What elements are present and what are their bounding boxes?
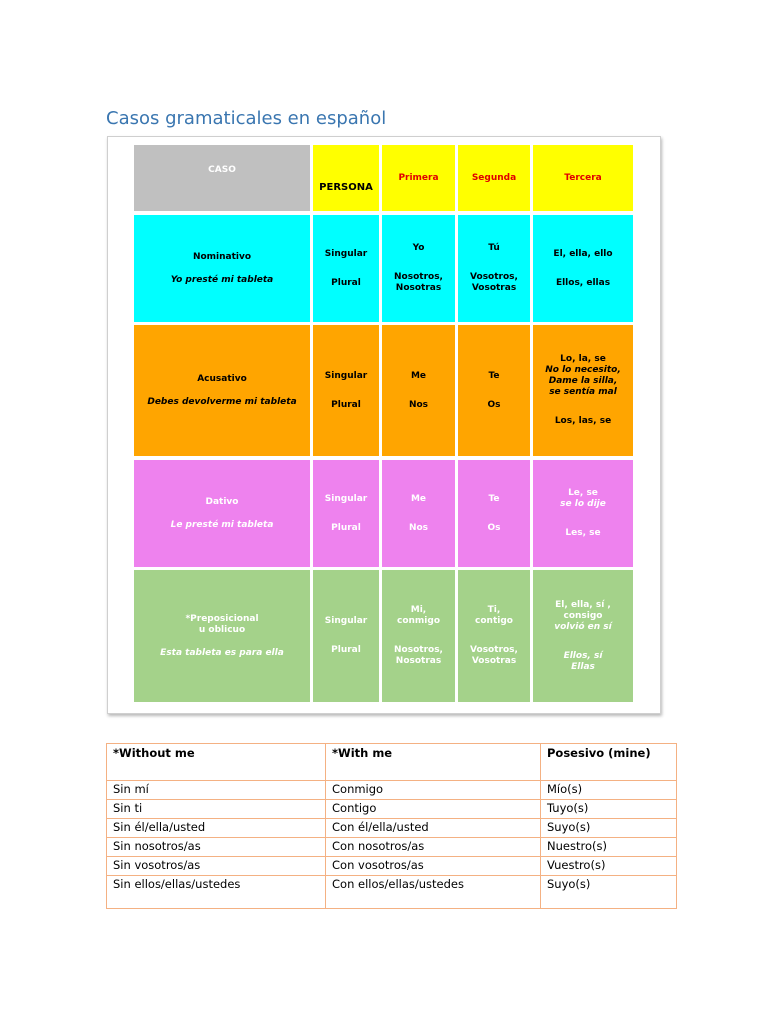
nominativo-primera-plural-2: Nosotras [395, 283, 442, 293]
preposicional-primera-plural-2: Nosotras [395, 656, 442, 666]
header-primera [382, 145, 455, 211]
preposicional-primera-cell [382, 570, 455, 702]
nominativo-plural: Plural [331, 277, 361, 288]
preposicional-segunda-singular-1: Ti, [487, 605, 501, 615]
nominativo-segunda-plural-1: Vosotros, [470, 272, 518, 282]
preposicional-case-cell [134, 570, 310, 702]
table-cell: Sin nosotros/as [107, 838, 326, 857]
table-cell: Sin vosotros/as [107, 857, 326, 876]
table-cell: Sin él/ella/usted [107, 819, 326, 838]
column-header-without-me: *Without me [107, 744, 326, 781]
preposicional-tercera-cell [533, 570, 633, 702]
acusativo-primera-cell [382, 325, 455, 456]
acusativo-segunda-plural: Os [487, 399, 501, 410]
preposicional-number-cell [313, 570, 379, 702]
header-persona [313, 145, 379, 211]
dativo-number-cell [313, 460, 379, 567]
column-header-with-me: *With me [326, 744, 541, 781]
page-title: Casos gramaticales en español [106, 108, 387, 129]
dativo-tercera-plural: Les, se [565, 528, 601, 538]
nominativo-number-cell [313, 215, 379, 322]
nominativo-case-cell [134, 215, 310, 322]
preposicional-primera-plural-1: Nosotros, [394, 645, 443, 655]
pronoun-table-header-row [107, 744, 677, 781]
acusativo-case-name: Acusativo [197, 373, 247, 384]
dativo-segunda-singular: Te [488, 493, 500, 504]
table-cell: Mío(s) [541, 781, 677, 800]
acusativo-tercera-example-3: se sentía mal [549, 387, 617, 397]
dativo-tercera-singular: Le, se [568, 488, 598, 498]
table-cell: Sin ti [107, 800, 326, 819]
acusativo-primera-plural: Nos [408, 399, 429, 410]
nominativo-example: Yo presté mi tableta [170, 274, 274, 285]
acusativo-number-cell [313, 325, 379, 456]
nominativo-tercera-singular: El, ella, ello [553, 248, 613, 259]
preposicional-tercera-plural-2: Ellas [571, 661, 595, 672]
dativo-plural: Plural [331, 522, 361, 533]
dativo-case-name: Dativo [205, 496, 239, 507]
acusativo-tercera-plural: Los, las, se [554, 416, 612, 426]
dativo-primera-cell [382, 460, 455, 567]
column-header-posesivo: Posesivo (mine) [541, 744, 677, 781]
acusativo-case-cell [134, 325, 310, 456]
header-caso [134, 145, 310, 211]
table-cell: Suyo(s) [541, 876, 677, 909]
table-row [107, 800, 677, 819]
preposicional-tercera-plural-1: Ellos, sí [563, 650, 603, 661]
table-cell: Sin ellos/ellas/ustedes [107, 876, 326, 909]
header-tercera-label: Tercera [564, 172, 602, 183]
acusativo-segunda-singular: Te [488, 370, 500, 381]
header-persona-label: PERSONA [319, 181, 373, 193]
preposicional-tercera-example: volvió en sí [554, 621, 612, 632]
preposicional-case-name-2: u oblicuo [198, 624, 246, 635]
acusativo-tercera-cell [533, 325, 633, 456]
table-cell: Tuyo(s) [541, 800, 677, 819]
acusativo-segunda-cell [458, 325, 530, 456]
preposicional-case-name-1: *Preposicional [185, 613, 259, 624]
dativo-case-cell [134, 460, 310, 567]
nominativo-tercera-cell [533, 215, 633, 322]
table-row [107, 876, 677, 909]
preposicional-tercera-singular-1: El, ella, sí , [555, 599, 611, 610]
nominativo-singular: Singular [324, 248, 368, 259]
dativo-segunda-plural: Os [487, 522, 501, 533]
dativo-example: Le presté mi tableta [170, 519, 274, 530]
nominativo-case-name: Nominativo [192, 251, 252, 262]
table-cell: Con vosotros/as [326, 857, 541, 876]
acusativo-example: Debes devolverme mi tableta [147, 396, 297, 407]
table-cell: Conmigo [326, 781, 541, 800]
dativo-primera-plural: Nos [408, 522, 429, 533]
header-segunda-label: Segunda [471, 172, 517, 183]
preposicional-plural: Plural [331, 645, 361, 655]
dativo-segunda-cell [458, 460, 530, 567]
table-cell: Suyo(s) [541, 819, 677, 838]
table-row [107, 857, 677, 876]
preposicional-primera-singular-2: conmigo [396, 616, 440, 626]
table-cell: Con él/ella/usted [326, 819, 541, 838]
preposicional-singular: Singular [324, 616, 368, 626]
acusativo-plural: Plural [331, 399, 361, 410]
table-cell: Con nosotros/as [326, 838, 541, 857]
acusativo-primera-singular: Me [410, 370, 427, 381]
preposicional-segunda-plural-2: Vosotras [471, 656, 517, 666]
preposicional-example: Esta tableta es para ella [160, 647, 284, 658]
dativo-primera-singular: Me [410, 493, 427, 504]
table-cell: Contigo [326, 800, 541, 819]
acusativo-tercera-example-1: No lo necesito, [545, 365, 621, 375]
nominativo-segunda-singular: Tú [488, 243, 500, 253]
table-cell: Nuestro(s) [541, 838, 677, 857]
nominativo-primera-cell [382, 215, 455, 322]
table-cell: Vuestro(s) [541, 857, 677, 876]
table-row [107, 781, 677, 800]
preposicional-segunda-plural-1: Vosotros, [470, 645, 518, 655]
header-primera-label: Primera [398, 172, 439, 183]
pronoun-table [106, 743, 677, 909]
acusativo-tercera-singular: Lo, la, se [560, 354, 606, 364]
nominativo-primera-singular: Yo [412, 243, 425, 253]
table-cell: Sin mí [107, 781, 326, 800]
acusativo-singular: Singular [324, 370, 368, 381]
dativo-singular: Singular [324, 493, 368, 504]
table-row [107, 838, 677, 857]
header-caso-label: CASO [208, 165, 236, 175]
nominativo-primera-plural-1: Nosotros, [394, 272, 443, 282]
dativo-tercera-example: se lo dije [560, 499, 606, 509]
table-row [107, 819, 677, 838]
preposicional-segunda-cell [458, 570, 530, 702]
header-tercera [533, 145, 633, 211]
nominativo-segunda-plural-2: Vosotras [471, 283, 517, 293]
acusativo-tercera-example-2: Dame la silla, [548, 376, 618, 386]
header-segunda [458, 145, 530, 211]
preposicional-primera-singular-1: Mi, [410, 605, 427, 615]
table-cell: Con ellos/ellas/ustedes [326, 876, 541, 909]
nominativo-segunda-cell [458, 215, 530, 322]
dativo-tercera-cell [533, 460, 633, 567]
nominativo-tercera-plural: Ellos, ellas [555, 277, 611, 288]
preposicional-segunda-singular-2: contigo [475, 616, 513, 626]
preposicional-tercera-singular-2: consigo [563, 610, 603, 621]
